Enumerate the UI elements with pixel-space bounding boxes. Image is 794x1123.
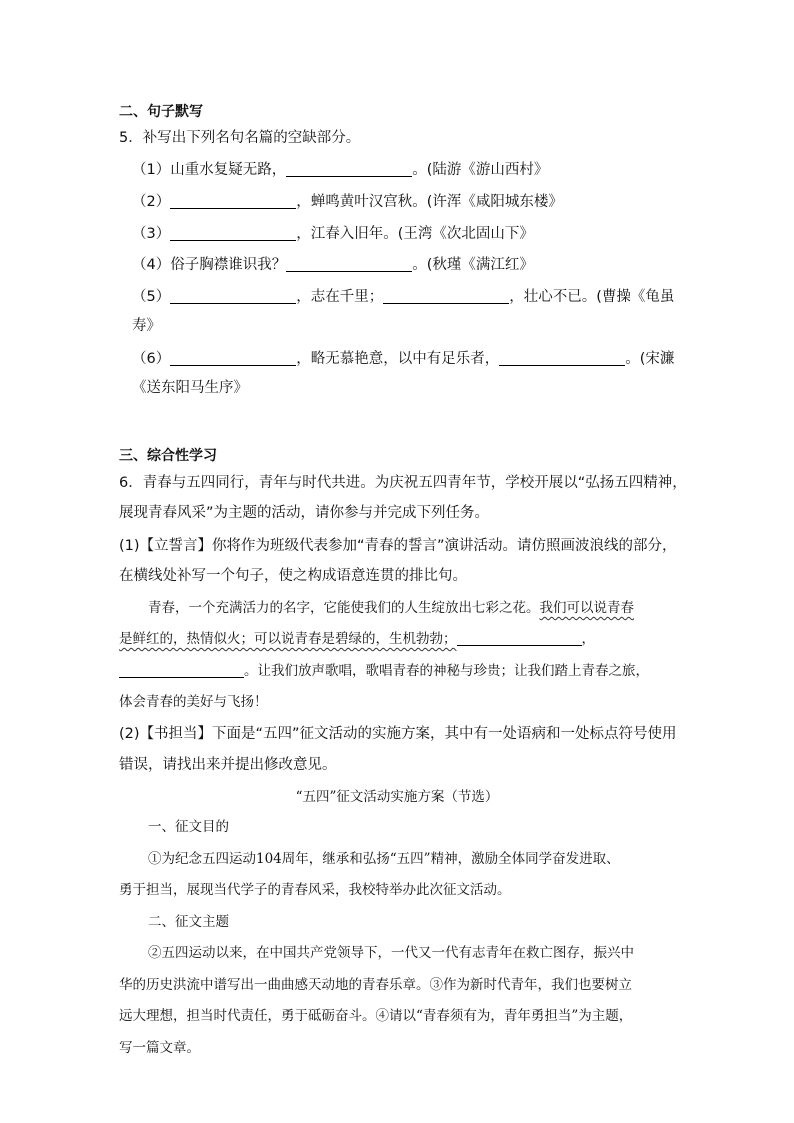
passage-line-4: 体会青春的美好与飞扬！ bbox=[119, 694, 268, 710]
q5-item-5: （5） ，志在千里； ，壮心不已。(曹操《龟虽 bbox=[132, 289, 675, 305]
plan-sentence-1-line-1: ①为纪念五四运动104周年，继承和弘扬“五四”精神，激励全体同学奋发进取、 bbox=[148, 851, 620, 867]
q5-item-3: （3） ，江春入旧年。(王湾《次北固山下》 bbox=[132, 226, 534, 242]
passage-line-3: 。让我们放声歌唱，歌唱青春的神秘与珍贵；让我们踏上青春之旅， bbox=[119, 661, 649, 681]
answer-blank[interactable] bbox=[119, 662, 244, 678]
question-5-prompt: 5．补写出下列名句名篇的空缺部分。 bbox=[119, 130, 361, 146]
section-3-title: 三、综合性学习 bbox=[119, 448, 217, 464]
answer-blank[interactable] bbox=[170, 193, 296, 209]
answer-blank[interactable] bbox=[170, 350, 296, 366]
q5-item-2: （2） ，蝉鸣黄叶汉宫秋。(许浑《咸阳城东楼》 bbox=[132, 194, 563, 210]
passage-line-2: 是鲜红的，热情似火；可以说青春是碧绿的，生机勃勃； ， bbox=[119, 631, 595, 647]
plan-sentence-2-line-2: 华的历史洪流中谱写出一曲曲感天动地的青春乐章。③作为新时代青年，我们也要树立 bbox=[119, 977, 632, 993]
q5-item-5-cont: 寿》 bbox=[132, 318, 161, 334]
plan-title: “五四”征文活动实施方案（节选） bbox=[295, 789, 499, 805]
q5-item-1: （1）山重水复疑无路， 。(陆游《游山西村》 bbox=[132, 162, 549, 178]
question-6-line-1: 6．青春与五四同行，青年与时代共进。为庆祝五四青年节，学校开展以“弘扬五四精神， bbox=[119, 475, 687, 491]
answer-blank[interactable] bbox=[499, 350, 625, 366]
answer-blank[interactable] bbox=[286, 256, 412, 272]
plan-heading-2: 二、征文主题 bbox=[148, 914, 229, 930]
plan-sentence-2-line-3: 远大理想，担当时代责任，勇于砥砺奋斗。④请以“青春须有为，青年勇担当”为主题， bbox=[119, 1008, 633, 1024]
q5-item-4: （4）俗子胸襟谁识我？ 。(秋瑾《满江红》 bbox=[132, 257, 534, 273]
answer-blank[interactable] bbox=[170, 225, 296, 241]
plan-sentence-2-line-4: 写一篇文章。 bbox=[119, 1040, 200, 1056]
plan-sentence-2-line-1: ②五四运动以来，在中国共产党领导下，一代又一代有志青年在救亡图存，振兴中 bbox=[148, 945, 634, 961]
answer-blank[interactable] bbox=[286, 161, 412, 177]
q5-item-6-cont: 《送东阳马生序》 bbox=[132, 380, 248, 396]
plan-heading-1: 一、征文目的 bbox=[148, 819, 229, 835]
task-2-line-1: (2)【书担当】下面是“五四”征文活动的实施方案，其中有一处语病和一处标点符号使用 bbox=[119, 726, 677, 742]
answer-blank[interactable] bbox=[457, 630, 582, 646]
task-1-line-2: 在横线处补写一个句子，使之构成语意连贯的排比句。 bbox=[119, 568, 467, 584]
question-6-line-2: 展现青春风采”为主题的活动，请你参与并完成下列任务。 bbox=[119, 505, 490, 521]
section-2-title: 二、句子默写 bbox=[119, 104, 203, 120]
q5-item-6: （6） ，略无慕艳意，以中有足乐者， 。(宋濂 bbox=[132, 351, 675, 367]
task-2-line-2: 错误，请找出来并提出修改意见。 bbox=[119, 757, 337, 773]
task-1-line-1: (1)【立誓言】你将作为班级代表参加“青春的誓言”演讲活动。请仿照画波浪线的部分， bbox=[119, 538, 677, 554]
answer-blank[interactable] bbox=[170, 288, 296, 304]
passage-line-1: 青春，一个充满活力的名字，它能使我们的人生绽放出七彩之花。我们可以说青春 bbox=[148, 600, 634, 616]
answer-blank[interactable] bbox=[383, 288, 509, 304]
plan-sentence-1-line-2: 勇于担当，展现当代学子的青春风采，我校特举办此次征文活动。 bbox=[119, 882, 511, 898]
